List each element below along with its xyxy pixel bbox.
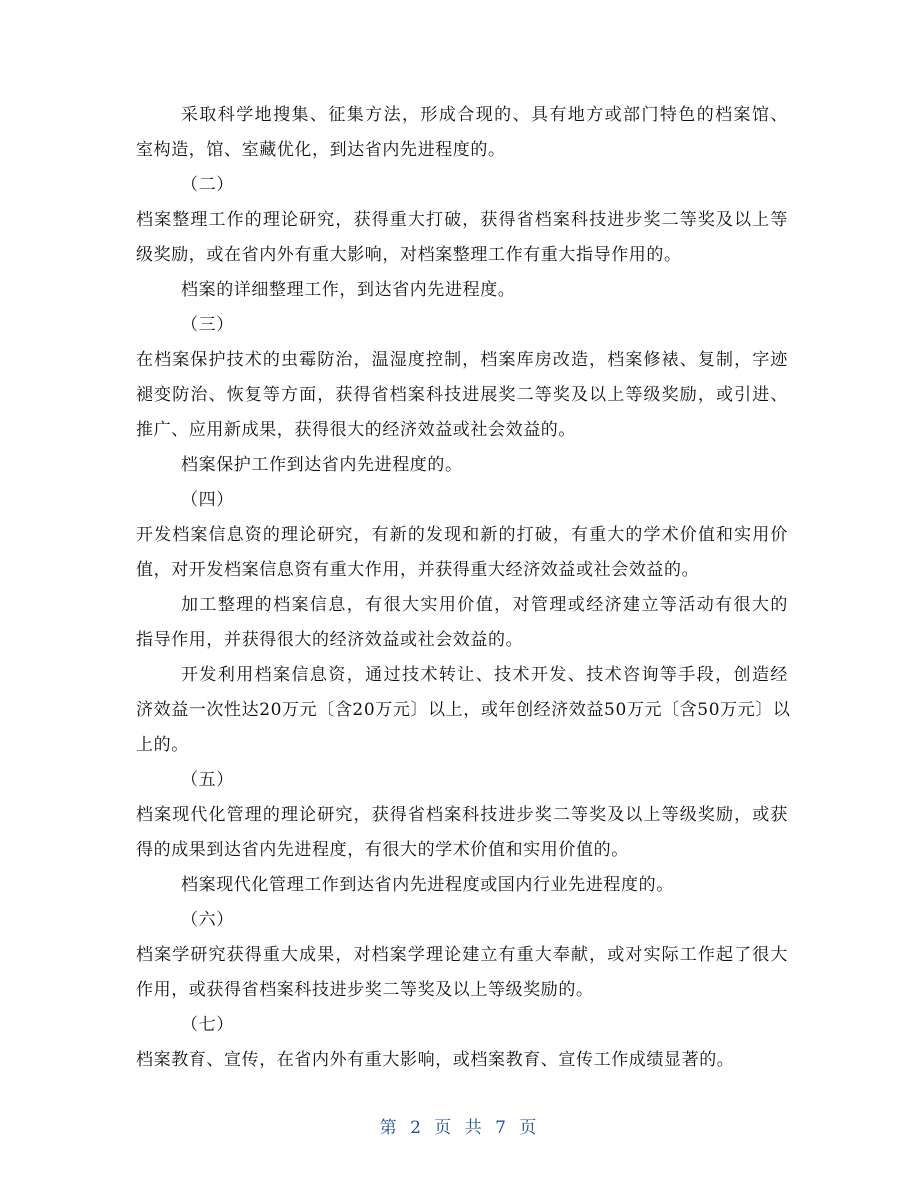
paragraph-line: 加工整理的档案信息，有很大实用价值，对管理或经济建立等活动有很大的 — [181, 595, 788, 615]
paragraph-line: 褪变防治、恢复等方面，获得省档案科技进展奖二等奖及以上等级奖励，或引进、 — [136, 385, 788, 405]
page-number-footer: 第 2 页 共 7 页 — [379, 1118, 541, 1138]
paragraph-line: 上的。 — [136, 735, 189, 755]
paragraph-line: 值，对开发档案信息资有重大作用，并获得重大经济效益或社会效益的。 — [136, 560, 700, 580]
paragraph-line: 档案学研究获得重大成果，对档案学理论建立有重大奉献，或对实际工作起了很大 — [136, 945, 788, 965]
paragraph-line: （三） — [181, 315, 234, 335]
paragraph-line: 采取科学地搜集、征集方法，形成合现的、具有地方或部门特色的档案馆、 — [181, 105, 788, 125]
paragraph-line: 级奖励，或在省内外有重大影响，对档案整理工作有重大指导作用的。 — [136, 245, 682, 265]
paragraph-line: 档案教育、宣传，在省内外有重大影响，或档案教育、宣传工作成绩显著的。 — [136, 1050, 735, 1070]
paragraph-line: 得的成果到达省内先进程度，有很大的学术价值和实用价值的。 — [136, 840, 629, 860]
paragraph-line: 室构造，馆、室藏优化，到达省内先进程度的。 — [136, 140, 506, 160]
paragraph-line: 推广、应用新成果，获得很大的经济效益或社会效益的。 — [136, 420, 576, 440]
paragraph-line: 档案保护工作到达省内先进程度的。 — [181, 455, 463, 475]
paragraph-line: 指导作用，并获得很大的经济效益或社会效益的。 — [136, 630, 524, 650]
document-body — [136, 98, 791, 1078]
paragraph-line: 在档案保护技术的虫霉防治，温湿度控制，档案库房改造，档案修裱、复制，字迹 — [136, 350, 788, 370]
paragraph-line: 作用，或获得省档案科技进步奖二等奖及以上等级奖励的。 — [136, 980, 594, 1000]
paragraph-line: （五） — [181, 770, 234, 790]
paragraph-line: 开发档案信息资的理论研究，有新的发现和新的打破，有重大的学术价值和实用价 — [136, 525, 788, 545]
paragraph-line: （七） — [181, 1015, 234, 1035]
paragraph-line: 开发利用档案信息资，通过技术转让、技术开发、技术咨询等手段，创造经 — [181, 665, 788, 685]
paragraph-line: 档案整理工作的理论研究，获得重大打破，获得省档案科技进步奖二等奖及以上等 — [136, 210, 788, 230]
paragraph-line: 档案的详细整理工作，到达省内先进程度。 — [181, 280, 516, 300]
paragraph-line: （四） — [181, 490, 234, 510]
paragraph-line: 档案现代化管理工作到达省内先进程度或国内行业先进程度的。 — [181, 875, 674, 895]
paragraph-line: （二） — [181, 175, 234, 195]
paragraph-line: （六） — [181, 910, 234, 930]
paragraph-line: 档案现代化管理的理论研究，获得省档案科技进步奖二等奖及以上等级奖励，或获 — [136, 805, 788, 825]
paragraph-line: 济效益一次性达20万元〔含20万元〕以上，或年创经济效益50万元〔含50万元〕以 — [136, 700, 791, 720]
